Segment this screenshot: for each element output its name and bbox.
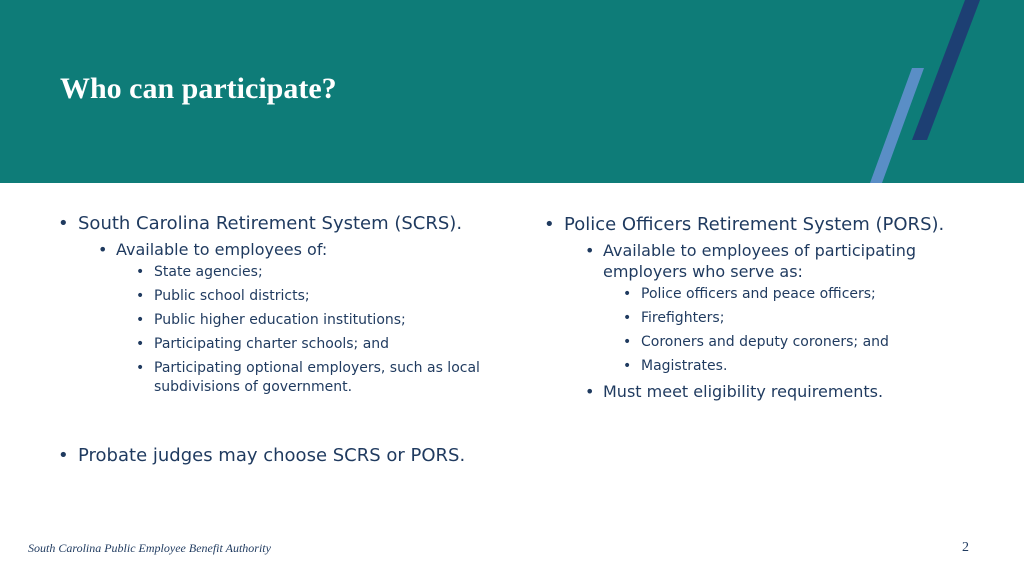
list-item: • Public school districts; bbox=[154, 287, 484, 306]
list-item: • Coroners and deputy coroners; and bbox=[641, 333, 931, 352]
scrs-heading-text: South Carolina Retirement System (SCRS). bbox=[78, 213, 463, 234]
decorative-stripes bbox=[0, 0, 1024, 183]
list-item: • Participating optional employers, such as local subdivisions of government. bbox=[154, 359, 484, 397]
footer-organization: South Carolina Public Employee Benefit Authority bbox=[28, 541, 271, 555]
pors-available bbox=[603, 240, 923, 376]
probate-note: • Probate judges may choose SCRS or PORS. bbox=[78, 444, 498, 468]
scrs-available bbox=[116, 239, 498, 397]
pors-role-list bbox=[641, 285, 931, 376]
title-banner bbox=[0, 0, 1024, 183]
page-title: Who can participate? bbox=[60, 72, 337, 105]
list-item: • Police officers and peace officers; bbox=[641, 285, 931, 304]
pors-list bbox=[564, 213, 964, 402]
list-item: • Public higher education institutions; bbox=[154, 311, 484, 330]
list-item: • Participating charter schools; and bbox=[154, 335, 484, 354]
list-item: • Firefighters; bbox=[641, 309, 931, 328]
list-item: • Magistrates. bbox=[641, 357, 931, 376]
scrs-heading bbox=[78, 212, 498, 397]
pors-eligibility: • Must meet eligibility requirements. bbox=[603, 381, 923, 402]
scrs-employer-list bbox=[154, 263, 484, 397]
list-item: • State agencies; bbox=[154, 263, 484, 282]
probate-list bbox=[78, 444, 498, 468]
pors-heading-text: Police Officers Retirement System (PORS). bbox=[564, 214, 945, 235]
scrs-sublist bbox=[116, 239, 498, 397]
pors-sublist bbox=[603, 240, 923, 402]
page-number: 2 bbox=[962, 540, 969, 555]
stripe-light bbox=[870, 68, 924, 183]
pors-available-text: Available to employees of participating employers who serve as: bbox=[603, 241, 917, 281]
scrs-available-text: Available to employees of: bbox=[116, 240, 328, 259]
scrs-list bbox=[78, 212, 498, 397]
pors-heading bbox=[564, 213, 964, 402]
